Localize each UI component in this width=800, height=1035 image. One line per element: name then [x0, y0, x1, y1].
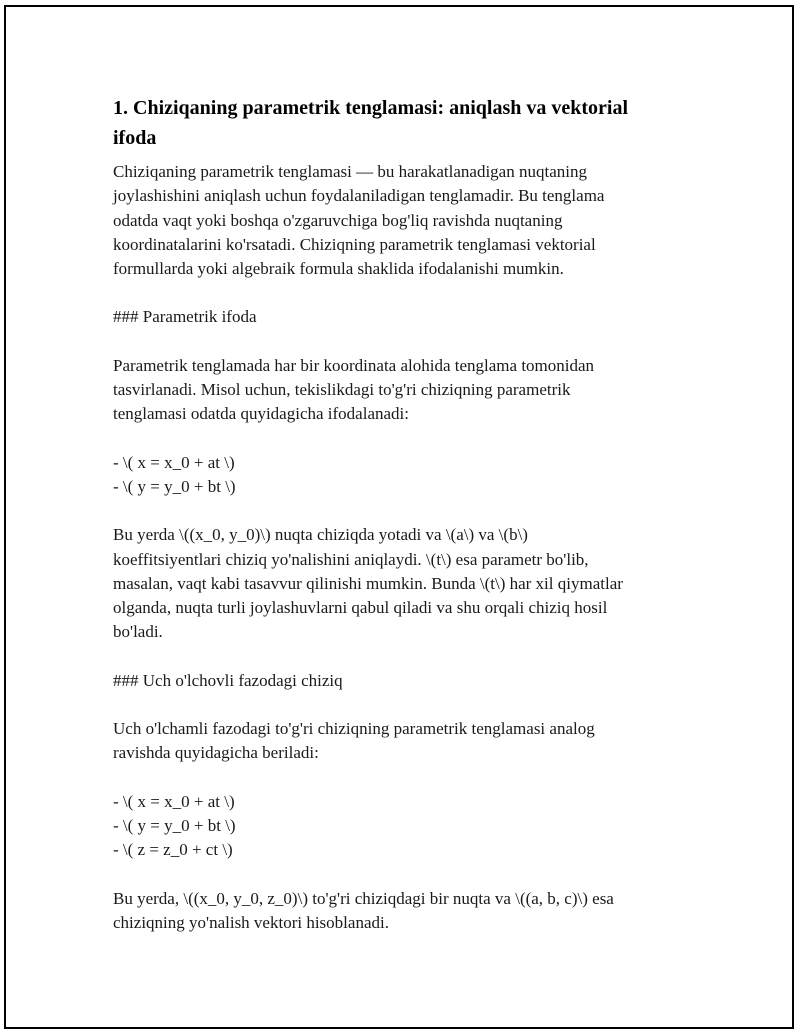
paragraph-4 — [113, 717, 673, 766]
subheading-uch-olchovli — [113, 669, 673, 693]
equation-line: - \( y = y_0 + bt \) — [113, 476, 236, 496]
equations-3d — [113, 790, 673, 863]
paragraph-gap — [113, 281, 673, 305]
paragraph-3 — [113, 523, 673, 644]
paragraph-gap — [113, 499, 673, 523]
text-line: odatda vaqt yoki boshqa o'zgaruvchiga bog'liq ravishda nuqtaning — [113, 210, 563, 230]
subheading-parametrik-ifoda — [113, 305, 673, 329]
equation-line: - \( x = x_0 + at \) — [113, 452, 235, 472]
equations-2d — [113, 451, 673, 500]
text-line: tenglamasi odatda quyidagicha ifodalanadi: — [113, 404, 409, 424]
text-line: koeffitsiyentlari chiziq yo'nalishini aniqlaydi. \(t\) esa parametr bo'lib, — [113, 549, 589, 569]
text-line: formullarda yoki algebraik formula shaklida ifodalanishi mumkin. — [113, 259, 564, 279]
text-line: ### Uch o'lchovli fazodagi chiziq — [113, 670, 343, 690]
text-line: tasvirlanadi. Misol uchun, tekislikdagi to'g'ri chiziqning parametrik — [113, 380, 571, 400]
section-heading: 1. Chiziqaning parametrik tenglamasi: aniqlash va vektorial ifoda — [113, 97, 629, 149]
text-line: Parametrik tenglamada har bir koordinata alohida tenglama tomonidan — [113, 355, 595, 375]
equation-line: - \( z = z_0 + ct \) — [113, 840, 233, 860]
intro-paragraph — [113, 160, 673, 281]
equation-line: - \( y = y_0 + bt \) — [113, 815, 236, 835]
paragraph-gap — [113, 645, 673, 669]
text-line: Uch o'lchamli fazodagi to'g'ri chiziqning parametrik tenglamasi analog — [113, 719, 595, 739]
text-line: Bu yerda, \((x_0, y_0, z_0)\) to'g'ri chiziqdagi bir nuqta va \((a, b, c)\) esa — [113, 888, 614, 908]
paragraph-2 — [113, 354, 673, 427]
text-line: olganda, nuqta turli joylashuvlarni qabul qiladi va shu orqali chiziq hosil — [113, 598, 608, 618]
equation-line: - \( x = x_0 + at \) — [113, 791, 235, 811]
paragraph-gap — [113, 863, 673, 887]
text-line: ### Parametrik ifoda — [113, 307, 257, 327]
paragraph-gap — [113, 766, 673, 790]
text-line: masalan, vaqt kabi tasavvur qilinishi mumkin. Bunda \(t\) har xil qiymatlar — [113, 573, 623, 593]
text-line: chiziqning yo'nalish vektori hisoblanadi. — [113, 912, 389, 932]
text-line: Bu yerda \((x_0, y_0)\) nuqta chiziqda yotadi va \(a\) va \(b\) — [113, 525, 528, 545]
text-line: koordinatalarini ko'rsatadi. Chiziqning parametrik tenglamasi vektorial — [113, 234, 596, 254]
paragraph-gap — [113, 330, 673, 354]
text-line: bo'ladi. — [113, 622, 163, 642]
paragraph-5 — [113, 887, 673, 936]
paragraph-gap — [113, 693, 673, 717]
text-line: joylashishini aniqlash uchun foydalaniladigan tenglamadir. Bu tenglama — [113, 186, 605, 206]
document-body — [113, 93, 673, 935]
text-line: Chiziqaning parametrik tenglamasi — bu harakatlanadigan nuqtaning — [113, 162, 587, 181]
paragraph-gap — [113, 427, 673, 451]
text-line: ravishda quyidagicha beriladi: — [113, 743, 319, 763]
